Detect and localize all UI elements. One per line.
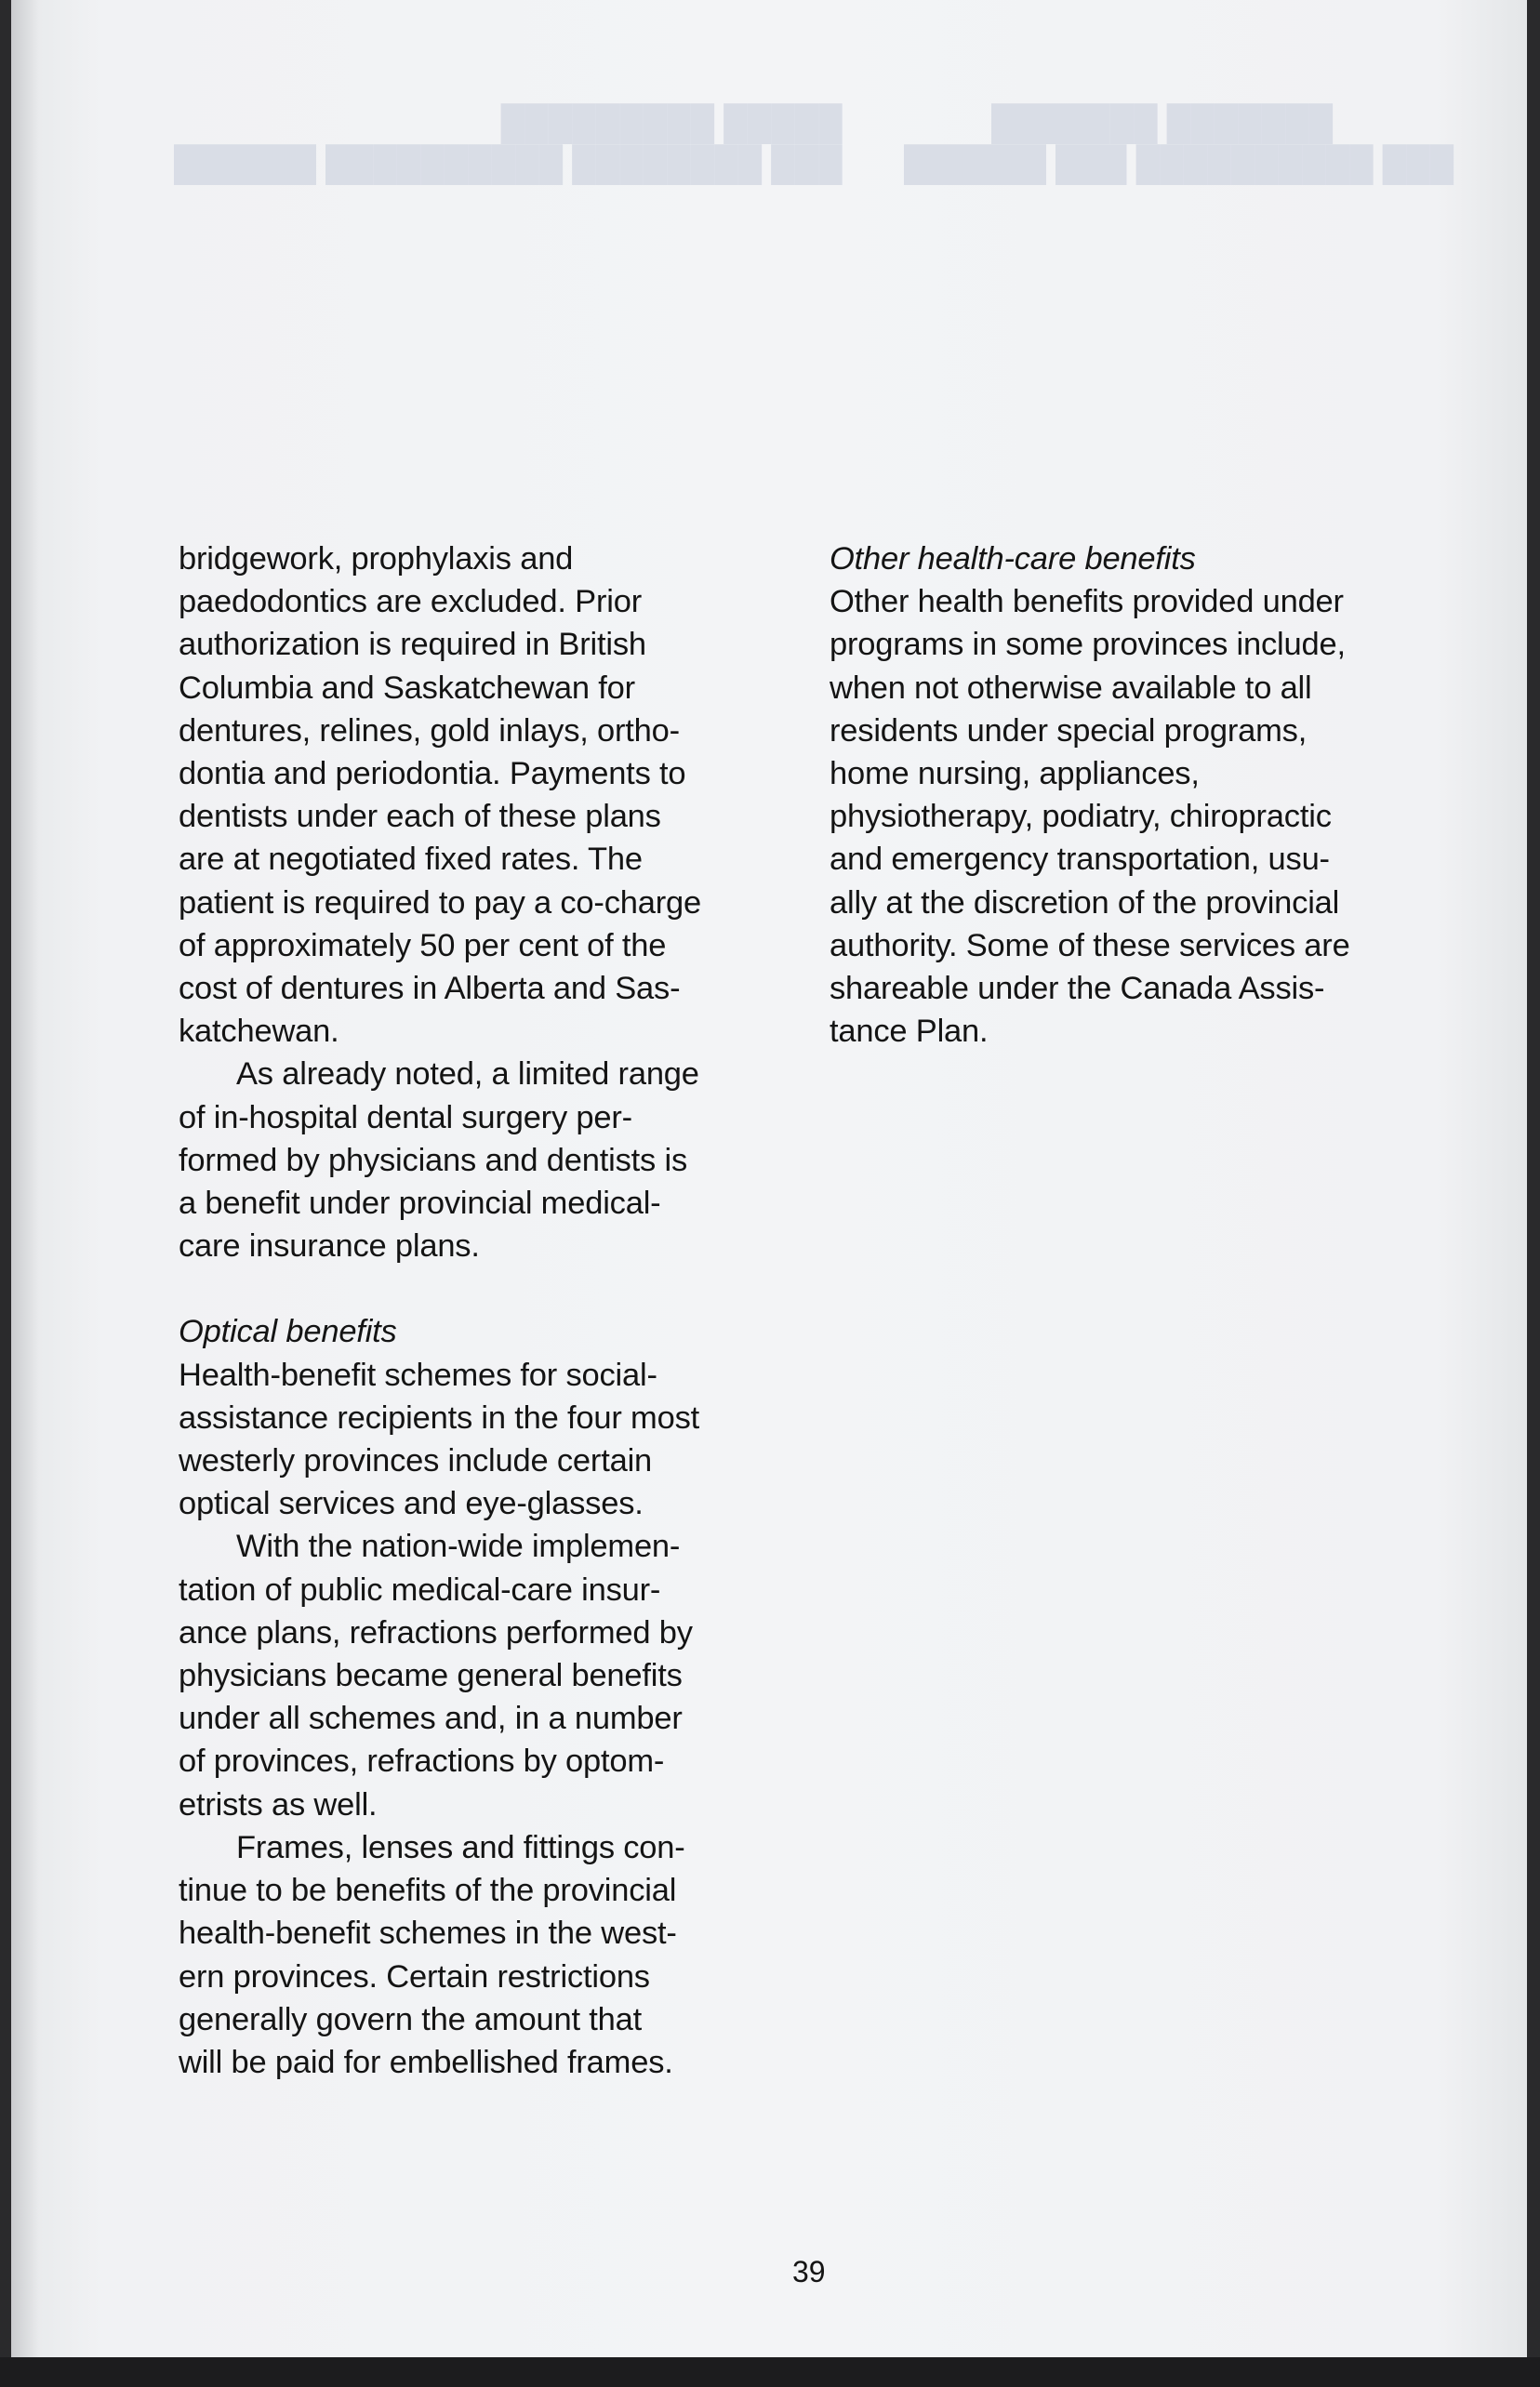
text-line: With the nation-wide implemen- (236, 1529, 681, 1565)
bleed-through-left: █████ █████████ ███ ████████ ██████████ ██████ (174, 103, 843, 182)
text-line: a benefit under provincial medical- (179, 1186, 661, 1222)
text-line: tance Plan. (830, 1014, 989, 1050)
text-line: of approximately 50 per cent of the (179, 927, 667, 963)
text-line: tinue to be benefits of the provincial (179, 1873, 677, 1909)
text-line: Other health benefits provided under (830, 584, 1344, 620)
text-line: authorization is required in British (179, 627, 646, 663)
paragraph-optical-social-assistance (179, 1354, 830, 1526)
text-line: tation of public medical-care insur- (179, 1571, 661, 1608)
text-line: health-benefit schemes in the west- (179, 1916, 677, 1952)
paragraph-frames-lenses (179, 1826, 830, 2084)
text-line: and emergency transportation, usu- (830, 842, 1330, 878)
text-line: authority. Some of these services are (830, 927, 1350, 963)
paragraph-gap (179, 1267, 830, 1310)
document-page (11, 0, 1527, 2357)
text-line: Columbia and Saskatchewan for (179, 670, 635, 706)
text-line: ern provinces. Certain restrictions (179, 1958, 650, 1995)
paragraph-dental-surgery (179, 1053, 830, 1267)
text-line: shareable under the Canada Assis- (830, 971, 1325, 1007)
text-line: westerly provinces include certain (179, 1443, 653, 1479)
text-line: care insurance plans. (179, 1228, 480, 1265)
left-column (179, 537, 830, 2084)
spine-shadow (11, 0, 39, 2357)
text-line: ance plans, refractions performed by (179, 1614, 693, 1651)
text-line: paedodontics are excluded. Prior (179, 584, 642, 620)
section-heading-other-benefits: Other health-care benefits (830, 541, 1196, 577)
scan-bottom-edge (0, 2357, 1540, 2387)
text-line: cost of dentures in Alberta and Sas- (179, 971, 681, 1007)
text-line: As already noted, a limited range (236, 1056, 699, 1093)
text-line: bridgework, prophylaxis and (179, 541, 574, 577)
text-line: of in-hospital dental surgery per- (179, 1099, 632, 1135)
text-line: etrists as well. (179, 1786, 378, 1823)
text-line: under all schemes and, in a number (179, 1701, 683, 1737)
paragraph-refractions (179, 1525, 830, 1825)
text-line: assistance recipients in the four most (179, 1399, 699, 1436)
paragraph-other-benefits (830, 580, 1480, 1053)
text-line: physiotherapy, podiatry, chiropractic (830, 799, 1332, 835)
text-line: patient is required to pay a co-charge (179, 884, 701, 921)
text-line: dontia and periodontia. Payments to (179, 756, 686, 792)
text-line: residents under special programs, (830, 712, 1308, 749)
text-line: physicians became general benefits (179, 1658, 683, 1694)
page-number: 39 (792, 2255, 826, 2288)
text-line: when not otherwise available to all (830, 670, 1312, 706)
text-line: are at negotiated fixed rates. The (179, 842, 643, 878)
section-heading-optical-benefits: Optical benefits (179, 1314, 397, 1350)
text-line: generally govern the amount that (179, 2001, 643, 2037)
text-line: katchewan. (179, 1014, 339, 1050)
paragraph-dental-restrictions (179, 537, 830, 1053)
text-line: home nursing, appliances, (830, 756, 1200, 792)
text-line: dentures, relines, gold inlays, ortho- (179, 712, 680, 749)
bleed-through-right: ███████ ███████ ███ ██████████ ███ ██████ (904, 103, 1454, 182)
text-line: of provinces, refractions by optom- (179, 1744, 665, 1780)
text-line: formed by physicians and dentists is (179, 1142, 687, 1178)
text-line: ally at the discretion of the provincial (830, 884, 1340, 921)
text-line: programs in some provinces include, (830, 627, 1346, 663)
text-line: optical services and eye-glasses. (179, 1486, 644, 1522)
text-line: will be paid for embellished frames. (179, 2044, 673, 2080)
text-line: Frames, lenses and fittings con- (236, 1829, 685, 1865)
text-line: dentists under each of these plans (179, 799, 661, 835)
right-column (830, 537, 1480, 1053)
text-line: Health-benefit schemes for social- (179, 1357, 657, 1393)
